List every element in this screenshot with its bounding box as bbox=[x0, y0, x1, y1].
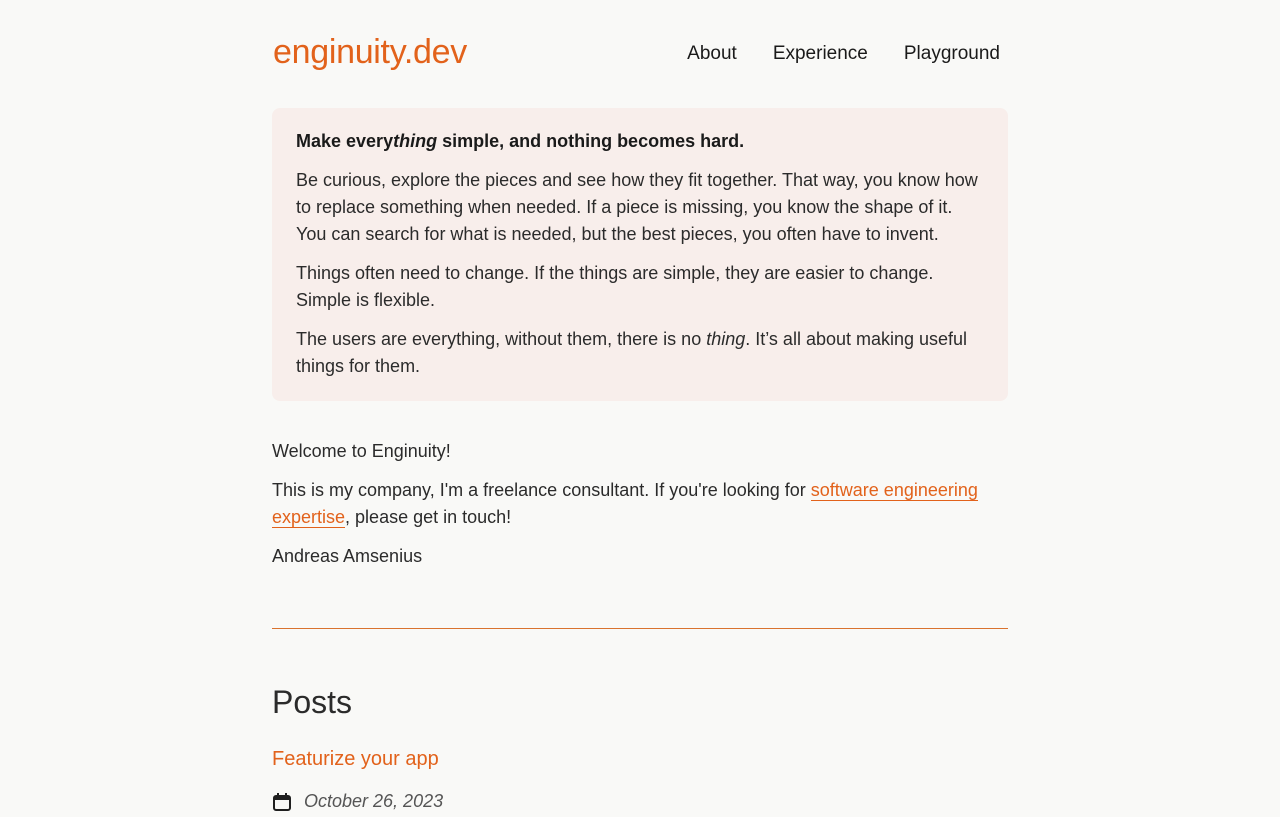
site-logo[interactable]: enginuity.dev bbox=[273, 33, 467, 71]
philosophy-title bbox=[296, 128, 984, 155]
section-divider bbox=[272, 628, 1008, 629]
intro-text-prefix: This is my company, I'm a freelance consultant. If you're looking for bbox=[272, 480, 811, 500]
expertise-link[interactable]: software engineering expertise bbox=[272, 480, 978, 527]
philosophy-p3-suffix: . It’s all about making useful things for them. bbox=[296, 329, 968, 376]
site-header bbox=[272, 0, 1008, 108]
philosophy-title-prefix: Make every bbox=[296, 131, 394, 151]
philosophy-paragraph-2: Things often need to change. If the things are simple, they are easier to change. Simple is flexible. bbox=[296, 263, 934, 310]
intro-text-suffix: , please get in touch! bbox=[345, 507, 512, 527]
main-nav bbox=[687, 43, 1000, 65]
philosophy-paragraph-3 bbox=[296, 326, 984, 380]
philosophy-title-emphasis: thing bbox=[393, 131, 438, 151]
philosophy-p3-prefix: The users are everything, without them, there is no bbox=[296, 329, 707, 349]
philosophy-box bbox=[272, 108, 1008, 401]
intro-section bbox=[272, 438, 1008, 570]
nav-item-about[interactable]: About bbox=[687, 43, 737, 64]
post-meta bbox=[272, 791, 1008, 812]
calendar-icon bbox=[272, 792, 292, 812]
welcome-text: Welcome to Enginuity! bbox=[272, 441, 451, 461]
intro-paragraph bbox=[272, 477, 1008, 531]
nav-item-experience[interactable]: Experience bbox=[772, 43, 868, 64]
philosophy-p3-emphasis: thing bbox=[706, 329, 746, 349]
posts-heading: Posts bbox=[272, 684, 353, 720]
philosophy-paragraph-1: Be curious, explore the pieces and see how they fit together. That way, you know how to replace something when needed. If a piece is missing, you know the shape of it. You can search for what is needed, but the best pieces, you often have to invent. bbox=[296, 170, 978, 244]
philosophy-title-suffix: simple, and nothing becomes hard. bbox=[437, 131, 745, 151]
page-container bbox=[272, 0, 1008, 812]
posts-section bbox=[272, 684, 1008, 812]
post-date: October 26, 2023 bbox=[304, 791, 444, 811]
post-title-link[interactable]: Featurize your app bbox=[272, 748, 439, 770]
signature: Andreas Amsenius bbox=[272, 546, 423, 566]
nav-item-playground[interactable]: Playground bbox=[903, 43, 1000, 64]
